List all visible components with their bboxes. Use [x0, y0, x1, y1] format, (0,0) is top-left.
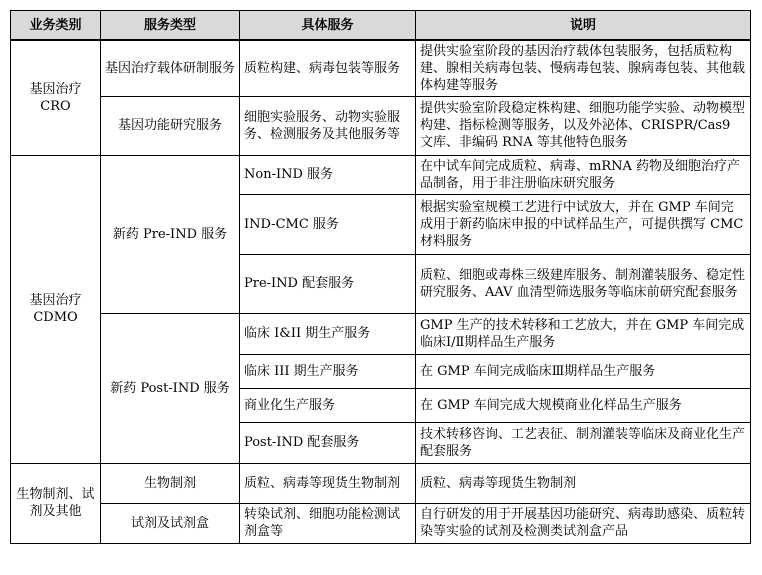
service-type-cell: 生物制剂	[101, 463, 240, 503]
category-cell-bio: 生物制剂、试剂及其他	[11, 463, 101, 543]
description-cell: 提供实验室阶段稳定株构建、细胞功能学实验、动物模型构建、指标检测等服务，以及外泌体、CRISPR/Cas9 文库、非编码 RNA 等其他特色服务	[416, 96, 751, 155]
specific-service-cell: 细胞实验服务、动物实验服务、检测服务及其他服务等	[240, 96, 416, 155]
specific-service-cell: Pre-IND 配套服务	[240, 254, 416, 313]
header-description: 说明	[416, 11, 751, 41]
specific-service-cell: 临床 I&II 期生产服务	[240, 313, 416, 354]
description-cell: GMP 生产的技术转移和工艺放大，并在 GMP 车间完成临床Ⅰ/Ⅱ期样品生产服务	[416, 313, 751, 354]
specific-service-cell: 质粒、病毒等现货生物制剂	[240, 463, 416, 503]
description-cell: 在 GMP 车间完成临床Ⅲ期样品生产服务	[416, 354, 751, 388]
category-cell-cro: 基因治疗 CRO	[11, 40, 101, 155]
category-cell-cdmo: 基因治疗 CDMO	[11, 155, 101, 463]
specific-service-cell: 质粒构建、病毒包装等服务	[240, 40, 416, 96]
service-type-cell: 新药 Post-IND 服务	[101, 313, 240, 463]
table-row	[11, 40, 751, 96]
description-cell: 质粒、病毒等现货生物制剂	[416, 463, 751, 503]
description-cell: 自行研发的用于开展基因功能研究、病毒助感染、质粒转染等实验的试剂及检测类试剂盒产品	[416, 503, 751, 543]
specific-service-cell: 临床 III 期生产服务	[240, 354, 416, 388]
table-row	[11, 313, 751, 354]
description-cell: 质粒、细胞或毒株三级建库服务、制剂灌装服务、稳定性研究服务、AAV 血清型筛选服务等临床前研究配套服务	[416, 254, 751, 313]
service-type-cell: 试剂及试剂盒	[101, 503, 240, 543]
description-cell: 在中试车间完成质粒、病毒、mRNA 药物及细胞治疗产品制备，用于非注册临床研究服务	[416, 155, 751, 194]
specific-service-cell: Post-IND 配套服务	[240, 422, 416, 463]
header-row	[11, 11, 751, 41]
specific-service-cell: Non-IND 服务	[240, 155, 416, 194]
service-type-cell: 基因治疗载体研制服务	[101, 40, 240, 96]
specific-service-cell: 转染试剂、细胞功能检测试剂盒等	[240, 503, 416, 543]
table-row	[11, 503, 751, 543]
service-type-cell: 新药 Pre-IND 服务	[101, 155, 240, 313]
header-category: 业务类别	[11, 11, 101, 41]
description-cell: 提供实验室阶段的基因治疗载体包装服务，包括质粒构建、腺相关病毒包装、慢病毒包装、腺病毒包装、其他载体构建等服务	[416, 40, 751, 96]
services-table	[10, 10, 751, 544]
table-row	[11, 96, 751, 155]
description-cell: 在 GMP 车间完成大规模商业化样品生产服务	[416, 388, 751, 422]
specific-service-cell: 商业化生产服务	[240, 388, 416, 422]
specific-service-cell: IND-CMC 服务	[240, 194, 416, 254]
header-specific-service: 具体服务	[240, 11, 416, 41]
description-cell: 根据实验室规模工艺进行中试放大，并在 GMP 车间完成用于新药临床申报的中试样品生产，可提供撰写 CMC 材料服务	[416, 194, 751, 254]
table-row	[11, 463, 751, 503]
service-type-cell: 基因功能研究服务	[101, 96, 240, 155]
description-cell: 技术转移咨询、工艺表征、制剂灌装等临床及商业化生产配套服务	[416, 422, 751, 463]
table-row	[11, 155, 751, 194]
header-service-type: 服务类型	[101, 11, 240, 41]
